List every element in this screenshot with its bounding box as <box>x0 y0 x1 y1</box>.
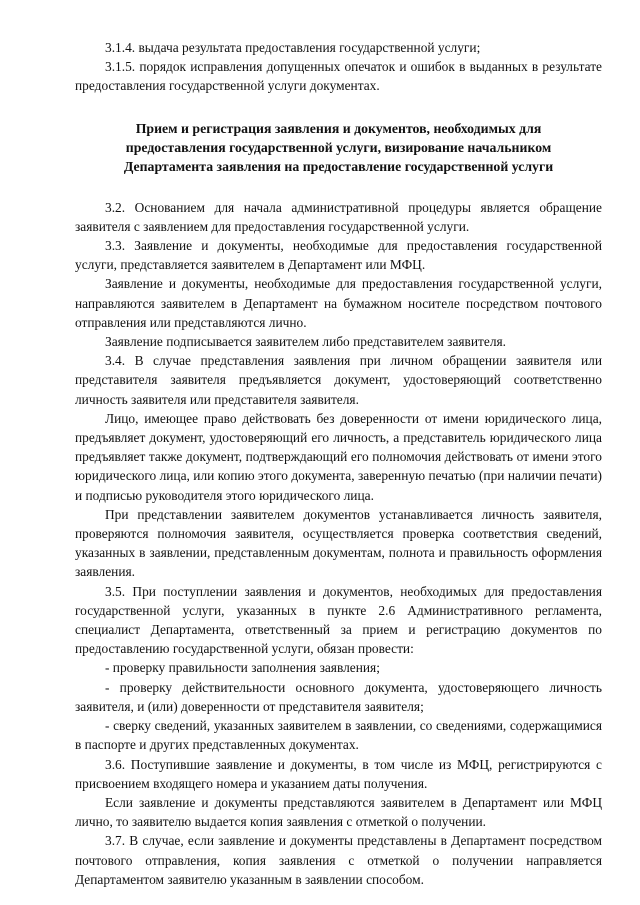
paragraph: Заявление подписывается заявителем либо представителем заявителя. <box>105 334 507 350</box>
item-3-1-4: 3.1.4. выдача результата предоставления государственной услуги; <box>105 40 481 55</box>
item-3-1-5: 3.1.5. порядок исправления допущенных опечаток и ошибок в выданных в результате предоставления государственной услуги документах. <box>75 59 602 94</box>
paragraph: Если заявление и документы представляются заявителем в Департамент или МФЦ лично, то заявителю выдается копия заявления с отметкой о получении. <box>75 794 602 830</box>
paragraph-3-2: 3.2. Основанием для начала административной процедуры является обращение заявителя с заявлением для предоставления государственной услуги. <box>75 199 602 234</box>
section-heading-line: Прием и регистрация заявления и документов, необходимых для <box>135 120 542 136</box>
section-heading-line: Департамента заявления на предоставление государственной услуги <box>123 158 554 174</box>
paragraph: При представлении заявителем документов устанавливается личность заявителя, проверяются полномочия заявителя, осуществляется проверка соответствия сведений, указанных в заявлении, представленным документам, полнота и правильность оформления заявления. <box>75 506 602 580</box>
paragraph: Лицо, имеющее право действовать без доверенности от имени юридического лица, предъявляет документ, удостоверяющий его личность, а представитель юридического лица предъявляет также документ, подтверждающий его полномочия действовать от имени этого юридического лица, или копию этого документа, заверенную печатью (при наличии печати) и подписью руководителя этого юридического лица. <box>75 410 602 503</box>
paragraph: Заявление и документы, необходимые для предоставления государственной услуги, направляются заявителем в Департамент на бумажном носителе посредством почтового отправления или представляются лично. <box>75 276 602 330</box>
paragraph-3-7: 3.7. В случае, если заявление и документы представлены в Департамент посредством почтового отправления, копия заявления с отметкой о получении направляется Департаментом заявителю указанным в заявлении способом. <box>75 833 602 887</box>
section-heading-line: предоставления государственной услуги, визирование начальником <box>125 139 552 155</box>
section-heading <box>75 119 602 176</box>
list-item: - проверку правильности заполнения заявления; <box>105 660 380 676</box>
paragraph-3-5: 3.5. При поступлении заявления и документов, необходимых для предоставления государственной услуги, указанных в пункте 2.6 Административного регламента, специалист Департамента, ответственный за прием и регистрацию документов по предоставлению государственной услуги, обязан провести: <box>75 583 602 657</box>
list-item: - сверку сведений, указанных заявителем в заявлении, со сведениями, содержащимися в паспорте и других представленных документах. <box>75 718 602 753</box>
paragraph-3-6: 3.6. Поступившие заявление и документы, в том числе из МФЦ, регистрируются с присвоением входящего номера и указанием даты получения. <box>75 756 602 791</box>
paragraph-3-4: 3.4. В случае представления заявления при личном обращении заявителя или представителя заявителя предъявляется документ, удостоверяющий соответственно личность заявителя или представителя заявителя. <box>75 353 602 407</box>
paragraph-3-3: 3.3. Заявление и документы, необходимые для предоставления государственной услуги, представляется заявителем в Департамент или МФЦ. <box>75 238 602 273</box>
list-item: - проверку действительности основного документа, удостоверяющего личность заявителя, и (или) доверенности от представителя заявителя; <box>75 679 602 714</box>
